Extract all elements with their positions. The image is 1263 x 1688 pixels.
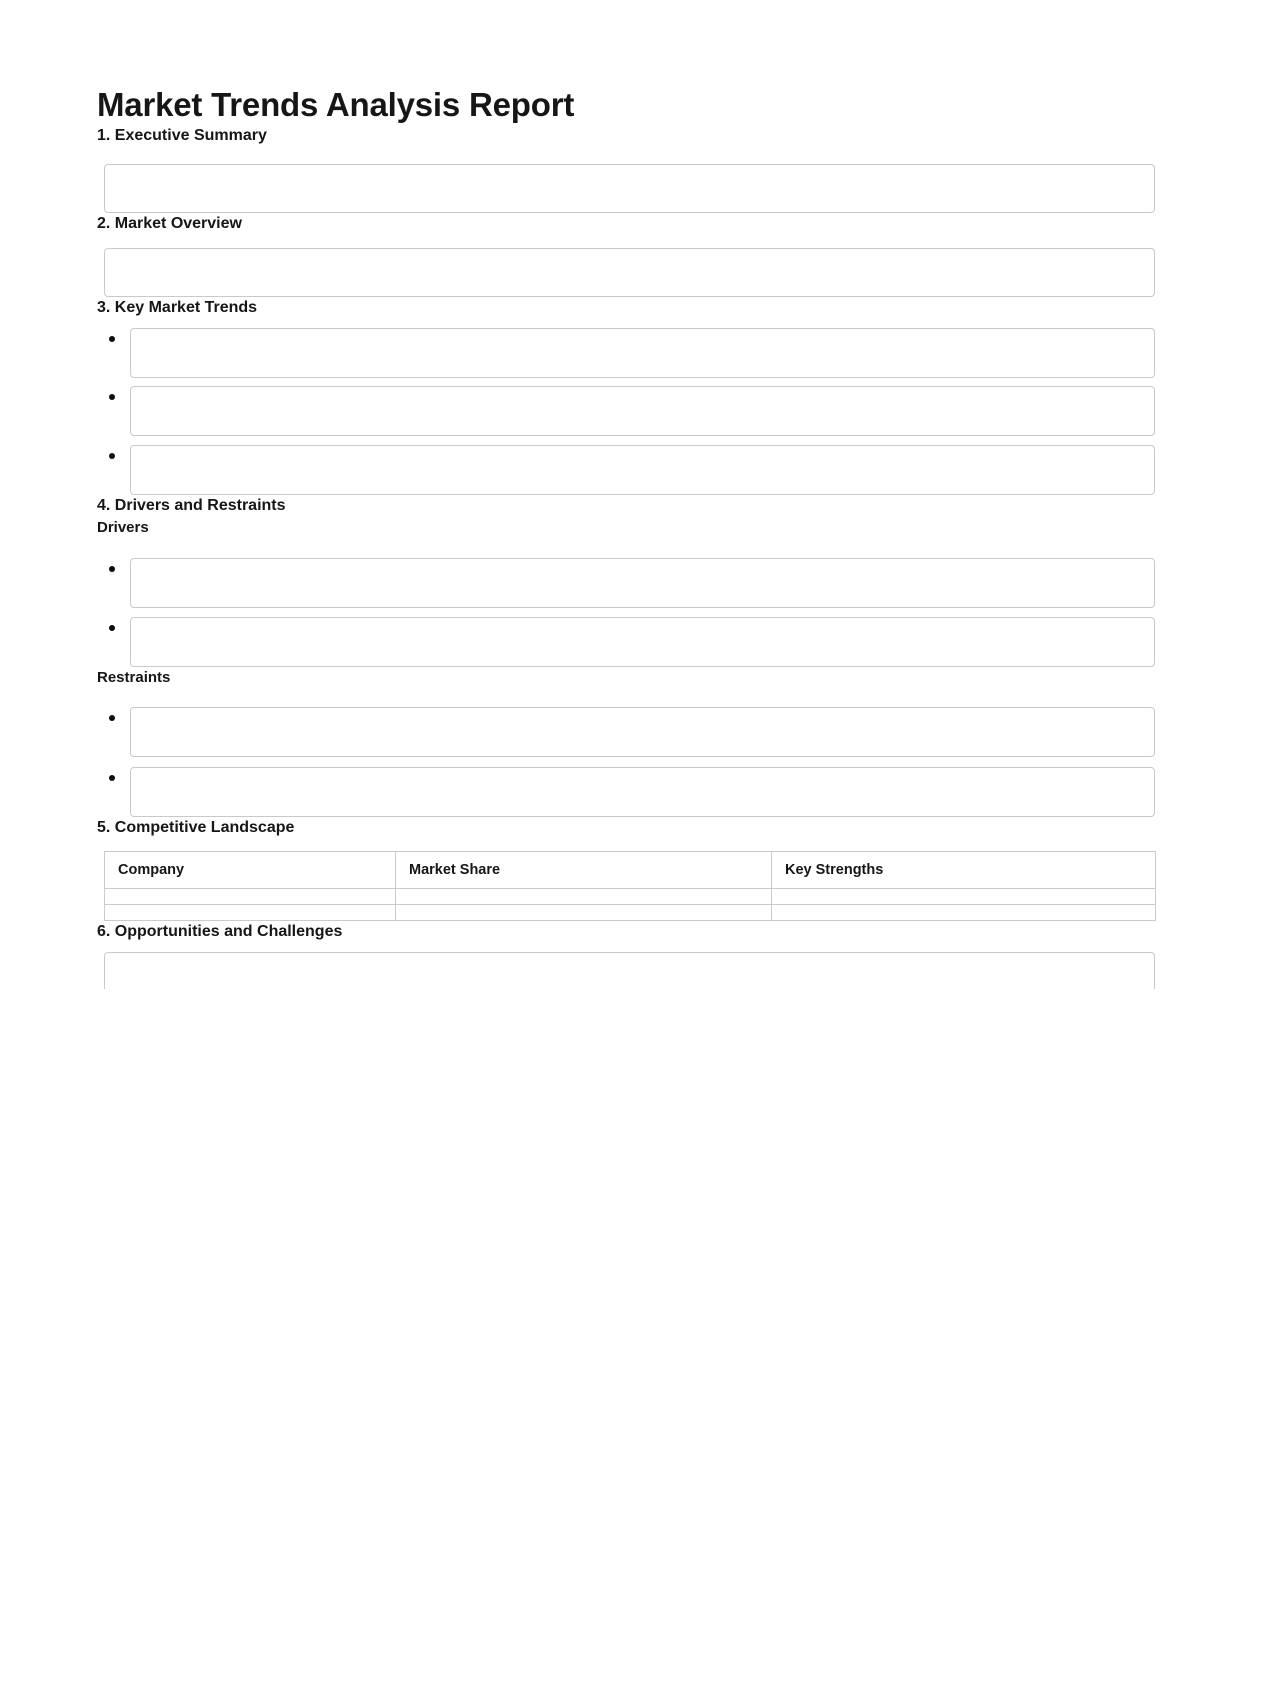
section-heading-drivers-restraints: 4. Drivers and Restraints	[97, 497, 286, 514]
section-competitive-landscape	[97, 817, 1155, 921]
table-header-row	[105, 852, 1156, 889]
trend-item-2	[97, 386, 1155, 436]
section-heading-key-market-trends: 3. Key Market Trends	[97, 299, 258, 316]
section-key-market-trends	[97, 297, 1155, 495]
restraint-item-1	[97, 707, 1155, 757]
bullet-icon	[109, 336, 115, 342]
section-market-overview	[97, 213, 1155, 297]
table-row	[105, 905, 1156, 921]
bullet-icon	[109, 625, 115, 631]
driver-input-1[interactable]	[130, 558, 1155, 608]
driver-item-1	[97, 558, 1155, 608]
section-drivers-restraints	[97, 495, 1155, 817]
competitive-landscape-table	[104, 851, 1156, 921]
bullet-icon	[109, 394, 115, 400]
page-title: Market Trends Analysis Report	[97, 86, 575, 123]
bullet-icon	[109, 715, 115, 721]
section-heading-competitive-landscape: 5. Competitive Landscape	[97, 819, 295, 836]
key-strengths-column-header: Key Strengths	[772, 852, 1156, 889]
company-column-header: Company	[105, 852, 396, 889]
executive-summary-input[interactable]	[104, 164, 1155, 213]
opportunities-challenges-input[interactable]	[104, 952, 1155, 989]
key-trend-input-3[interactable]	[130, 445, 1155, 495]
key-strengths-cell-2[interactable]	[772, 905, 1156, 921]
restraint-item-2	[97, 767, 1155, 817]
market-share-column-header: Market Share	[396, 852, 772, 889]
drivers-subheading: Drivers	[97, 519, 149, 536]
bullet-icon	[109, 775, 115, 781]
market-share-cell-2[interactable]	[396, 905, 772, 921]
bullet-icon	[109, 566, 115, 572]
section-heading-market-overview: 2. Market Overview	[97, 215, 242, 232]
section-heading-opportunities-challenges: 6. Opportunities and Challenges	[97, 923, 343, 940]
driver-item-2	[97, 617, 1155, 667]
market-share-cell-1[interactable]	[396, 889, 772, 905]
restraint-input-1[interactable]	[130, 707, 1155, 757]
restraint-input-2[interactable]	[130, 767, 1155, 817]
key-trend-input-2[interactable]	[130, 386, 1155, 436]
market-overview-input[interactable]	[104, 248, 1155, 297]
key-trend-input-1[interactable]	[130, 328, 1155, 378]
company-cell-1[interactable]	[105, 889, 396, 905]
company-cell-2[interactable]	[105, 905, 396, 921]
bullet-icon	[109, 453, 115, 459]
restraints-subheading: Restraints	[97, 669, 171, 686]
trend-item-1	[97, 328, 1155, 378]
section-opportunities-challenges	[97, 921, 1155, 989]
section-executive-summary	[97, 125, 1155, 213]
section-heading-executive-summary: 1. Executive Summary	[97, 127, 267, 144]
table-row	[105, 889, 1156, 905]
key-strengths-cell-1[interactable]	[772, 889, 1156, 905]
driver-input-2[interactable]	[130, 617, 1155, 667]
trend-item-3	[97, 445, 1155, 495]
